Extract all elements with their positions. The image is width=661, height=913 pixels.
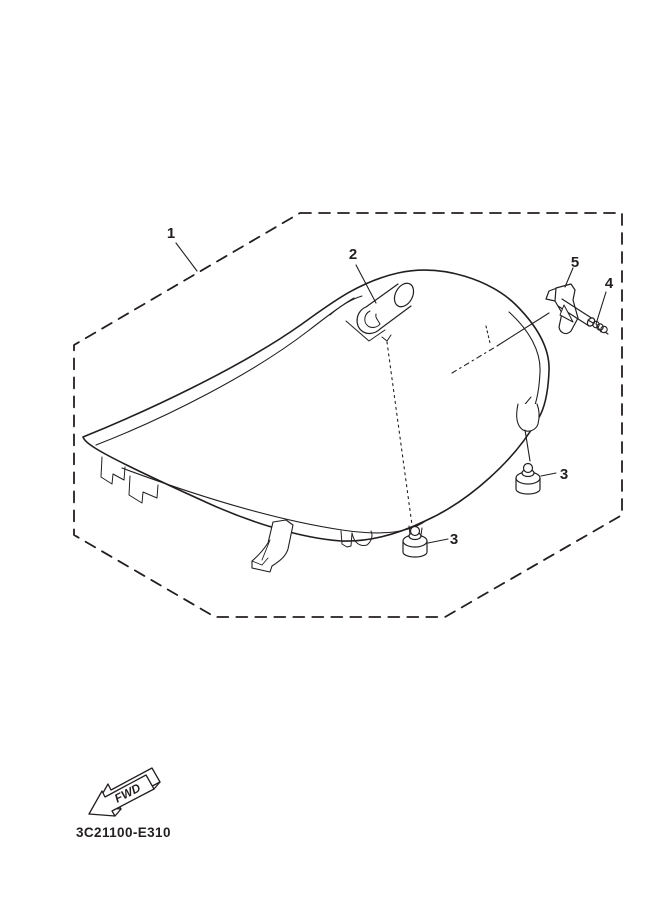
rubber-damper-front [403, 527, 427, 558]
callout-5-label: 5 [570, 254, 580, 271]
rubber-damper-rear [516, 464, 540, 495]
seat-hook-bracket [252, 520, 293, 572]
rear-mount-tab [517, 404, 539, 431]
callout-3-front-label: 3 [449, 531, 459, 548]
callout-3-rear-leader [541, 473, 556, 476]
fwd-arrow-depth-edge-3 [115, 809, 121, 816]
callout-3-rear-label: 3 [559, 466, 569, 483]
screw-end [605, 332, 608, 334]
damper-knob [411, 527, 420, 536]
fwd-label: FWD [112, 780, 143, 806]
callout-3-front-leader [428, 539, 448, 543]
drawing-number: 3C21100-E310 [76, 825, 171, 840]
callout-1-leader [176, 243, 197, 271]
fwd-direction-arrow [89, 768, 160, 816]
callout-2-label: 2 [348, 246, 358, 263]
seat-outline [83, 270, 549, 541]
damper-knob [524, 464, 533, 473]
callout-4-label: 4 [604, 275, 614, 292]
callout-1-label: 1 [166, 225, 176, 242]
seat-lock-bracket [546, 284, 596, 334]
seat-body [83, 270, 549, 572]
